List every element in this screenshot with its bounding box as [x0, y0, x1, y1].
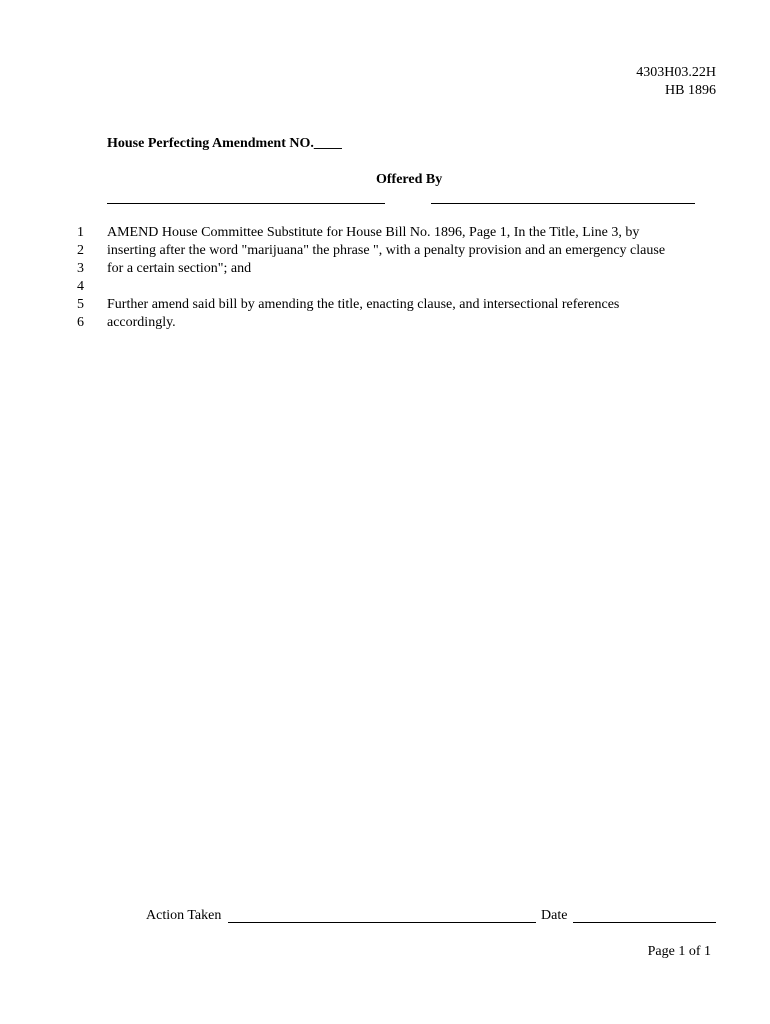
date-label: Date — [541, 908, 568, 923]
signature-line-right — [431, 203, 695, 204]
amendment-line: inserting after the word "marijuana" the phrase ", with a penalty provision and an emergency clause — [107, 243, 666, 258]
amendment-line: accordingly. — [107, 315, 176, 330]
line-number: 3 — [77, 261, 84, 276]
amendment-line: AMEND House Committee Substitute for House Bill No. 1896, Page 1, In the Title, Line 3, by — [107, 225, 640, 240]
offered-by-label: Offered By — [376, 172, 443, 187]
action-taken-label: Action Taken — [146, 908, 222, 923]
line-number: 1 — [77, 225, 84, 240]
line-number: 4 — [77, 279, 84, 294]
line-number: 5 — [77, 297, 84, 312]
date-line — [573, 922, 716, 923]
amendment-line: for a certain section"; and — [107, 261, 252, 276]
signature-line-left — [107, 203, 385, 204]
document-number: 4303H03.22H — [636, 65, 716, 80]
action-taken-line — [228, 922, 536, 923]
amendment-line: Further amend said bill by amending the title, enacting clause, and intersectional references — [107, 297, 620, 312]
page-number: Page 1 of 1 — [647, 944, 711, 959]
line-number: 6 — [77, 315, 84, 330]
bill-number: HB 1896 — [665, 83, 716, 98]
amendment-title: House Perfecting Amendment NO.____ — [107, 136, 342, 151]
line-number: 2 — [77, 243, 84, 258]
